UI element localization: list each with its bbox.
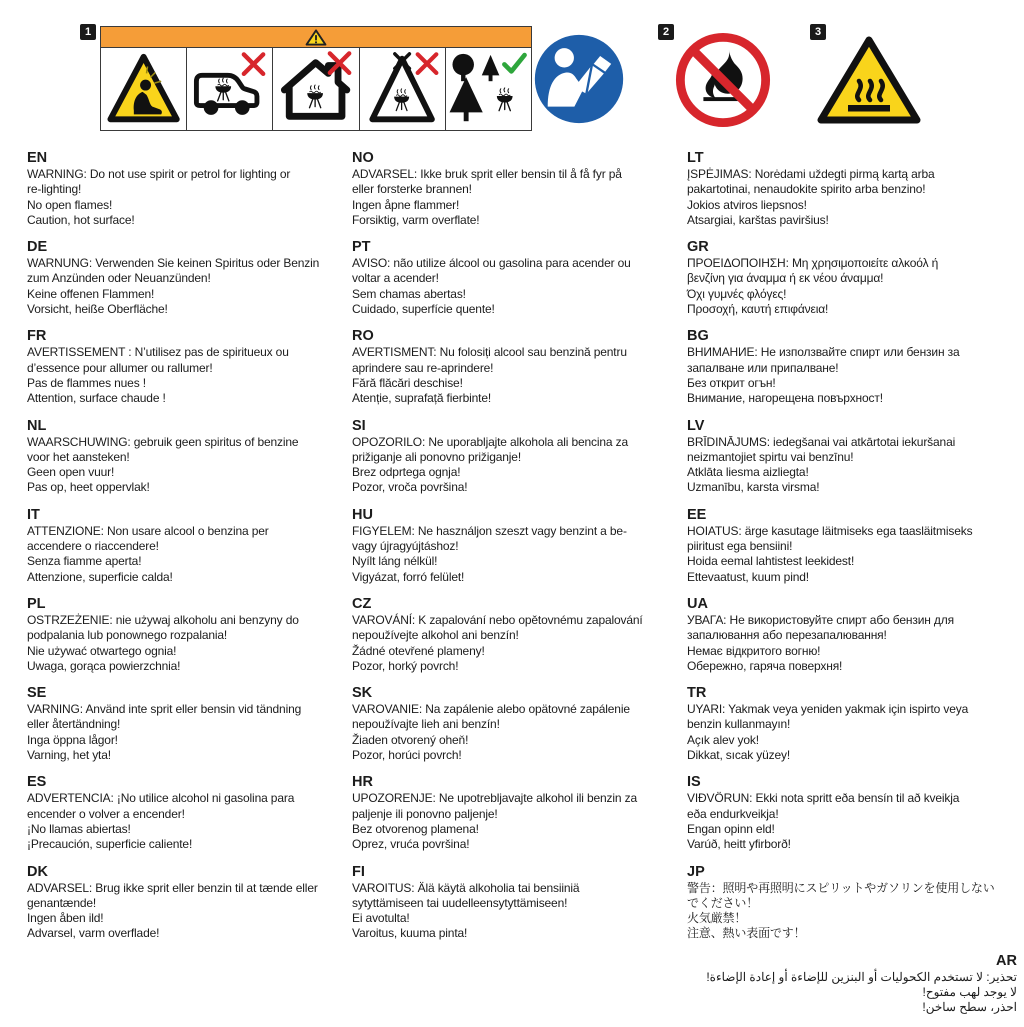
warning-text bbox=[352, 702, 682, 763]
language-code: EE bbox=[687, 506, 707, 523]
warning-line: запалювання або перезапалювання! bbox=[687, 628, 887, 643]
warning-text bbox=[352, 613, 682, 674]
warning-line: AVERTISMENT: Nu folosiți alcool sau benzină pentru bbox=[352, 345, 627, 360]
warning-text bbox=[27, 613, 352, 674]
warning-line: Fără flăcări deschise! bbox=[352, 375, 463, 390]
language-code: UA bbox=[687, 595, 708, 612]
warning-line: Advarsel, varm overflade! bbox=[27, 926, 160, 941]
language-code: SI bbox=[352, 417, 366, 434]
language-code: RO bbox=[352, 328, 374, 345]
warning-section-es bbox=[27, 774, 352, 852]
warning-section-lv bbox=[687, 418, 1017, 496]
warning-line: 警告：照明や再照明にスピリットやガソリンを使用しない bbox=[687, 880, 995, 895]
warning-section-de bbox=[27, 239, 352, 317]
warning-text bbox=[27, 345, 352, 406]
warning-line: Žádné otevřené plameny! bbox=[352, 643, 485, 658]
warning-line: WAARSCHUWING: gebruik geen spiritus of benzine bbox=[27, 434, 299, 449]
warning-line: Inga öppna lågor! bbox=[27, 732, 118, 747]
warning-section-gr bbox=[687, 239, 1017, 317]
warning-line: ĮSPĖJIMAS: Norėdami uždegti pirmą kartą arba bbox=[687, 167, 935, 181]
warning-text bbox=[352, 345, 682, 406]
warning-text bbox=[27, 881, 352, 942]
warning-line: piiritust ega bensiini! bbox=[687, 539, 793, 554]
warning-line: AVISO: não utilize álcool ou gasolina para acender ou bbox=[352, 256, 631, 271]
warning-line: HOIATUS: ärge kasutage läitmiseks ega taasläitmiseks bbox=[687, 523, 973, 538]
warning-line: Όχι γυμνές φλόγες! bbox=[687, 286, 787, 301]
warning-line: Pozor, horký povrch! bbox=[352, 658, 459, 673]
no-open-flames-icon bbox=[674, 31, 772, 129]
warning-line: BRĪDINĀJUMS: iedegšanai vai atkārtotai iekuršanai bbox=[687, 434, 956, 449]
warning-line: Varoitus, kuuma pinta! bbox=[352, 926, 468, 941]
warning-text bbox=[352, 167, 682, 228]
warning-line: Немає відкритого вогню! bbox=[687, 643, 821, 658]
warning-section-tr bbox=[687, 685, 1017, 763]
warning-line: Sem chamas abertas! bbox=[352, 286, 466, 301]
language-code: AR bbox=[996, 952, 1017, 969]
warning-text bbox=[687, 702, 1017, 763]
warning-line: eller forsterke brannen! bbox=[352, 182, 472, 197]
grill-inside-house-icon bbox=[273, 48, 358, 130]
warning-line: Varning, het yta! bbox=[27, 748, 111, 763]
orange-warning-banner bbox=[100, 26, 532, 47]
small-warning-triangle-icon bbox=[305, 29, 327, 46]
warning-line: УВАГА: Не використовуйте спирт або бензин для bbox=[687, 612, 954, 627]
warning-line: Forsiktig, varm overflate! bbox=[352, 212, 480, 227]
warning-line: ¡Precaución, superficie caliente! bbox=[27, 837, 193, 852]
warning-section-jp bbox=[687, 864, 1017, 942]
warning-line: Atklāta liesma aizliegta! bbox=[687, 465, 809, 480]
warning-text bbox=[352, 435, 682, 496]
warning-text bbox=[27, 791, 352, 852]
warning-line: pakartotinai, nenaudokite spirito arba benzino! bbox=[687, 182, 926, 197]
warning-line: AVERTISSEMENT : N’utilisez pas de spiritueux ou bbox=[27, 345, 289, 360]
warning-line: Pozor, vroča površina! bbox=[352, 480, 468, 495]
warning-line: OPOZORILO: Ne uporabljajte alkohola ali bencina za bbox=[352, 434, 628, 449]
warning-line: encender o volver a encender! bbox=[27, 806, 185, 821]
warning-line: запалване или припалване! bbox=[687, 360, 839, 375]
warning-text bbox=[27, 435, 352, 496]
language-code: DK bbox=[27, 863, 48, 880]
warning-line: zum Anzünden oder Neuanzünden! bbox=[27, 271, 211, 286]
warning-section-hr bbox=[352, 774, 682, 852]
warning-text bbox=[352, 524, 682, 585]
warning-line: VAROITUS: Älä käytä alkoholia tai bensiiniä bbox=[352, 880, 580, 895]
warning-text bbox=[352, 791, 682, 852]
warning-section-bg bbox=[687, 328, 1017, 406]
grill-outdoors-trees-icon bbox=[446, 48, 531, 130]
warning-line: Uzmanību, karsta virsma! bbox=[687, 480, 820, 495]
warning-line: OSTRZEŻENIE: nie używaj alkoholu ani benzyny do bbox=[27, 612, 299, 627]
warning-section-it bbox=[27, 507, 352, 585]
warning-line: sytyttämiseen tai uudelleensytyttämiseen! bbox=[352, 895, 568, 910]
language-code: SE bbox=[27, 685, 47, 702]
warning-line: ADVARSEL: Ikke bruk sprit eller bensin til å få fyr på bbox=[352, 167, 622, 181]
language-code: HR bbox=[352, 774, 373, 791]
warning-line: VAROVANIE: Na zapálenie alebo opätovné zapálenie bbox=[352, 702, 630, 717]
warning-section-nl bbox=[27, 418, 352, 496]
warning-line: nepoužívejte alkohol ani benzín! bbox=[352, 628, 519, 643]
warning-text bbox=[687, 524, 1017, 585]
warning-line: genantænde! bbox=[27, 895, 97, 910]
warning-line: ATTENZIONE: Non usare alcool o benzina per bbox=[27, 523, 269, 538]
warning-line: Ettevaatust, kuum pind! bbox=[687, 569, 809, 584]
warning-line: ВНИМАНИЕ: Не използвайте спирт или бензин за bbox=[687, 345, 960, 360]
warning-line: Keine offenen Flammen! bbox=[27, 286, 155, 301]
warning-line: eða endurkveikja! bbox=[687, 806, 779, 821]
warning-section-sk bbox=[352, 685, 682, 763]
warning-section-fr bbox=[27, 328, 352, 406]
panel-no-grill-indoors bbox=[272, 48, 358, 130]
warning-line: Caution, hot surface! bbox=[27, 212, 135, 227]
hot-surface-icon bbox=[816, 35, 922, 125]
warning-line: vagy újragyújtáshoz! bbox=[352, 539, 459, 554]
language-code: FI bbox=[352, 863, 365, 880]
warning-text bbox=[687, 613, 1017, 674]
warning-line: Atsargiai, karštas paviršius! bbox=[687, 212, 829, 227]
warning-line: 注意、熱い表面です！ bbox=[687, 926, 806, 941]
warning-section-pl bbox=[27, 596, 352, 674]
warning-line: No open flames! bbox=[27, 197, 113, 212]
warning-text bbox=[27, 702, 352, 763]
warning-line: Без открит огън! bbox=[687, 375, 776, 390]
language-code: LV bbox=[687, 417, 705, 434]
warning-line: voltar a acender! bbox=[352, 271, 439, 286]
warning-line: βενζίνη για άναμμα ή εκ νέου άναμμα! bbox=[687, 271, 884, 286]
warning-text bbox=[687, 256, 1017, 317]
warning-line: احذر، سطح ساخن! bbox=[922, 1000, 1017, 1015]
language-code: FR bbox=[27, 328, 47, 345]
pictogram-strip bbox=[100, 26, 532, 131]
language-code: IT bbox=[27, 506, 40, 523]
warning-line: Bez otvorenog plamena! bbox=[352, 821, 479, 836]
warning-line: paljenje ili ponovno paljenje! bbox=[352, 806, 498, 821]
warning-line: لا يوجد لهب مفتوح! bbox=[922, 984, 1017, 999]
warning-line: Senza fiamme aperta! bbox=[27, 554, 142, 569]
language-code: JP bbox=[687, 863, 705, 880]
language-code: DE bbox=[27, 239, 48, 256]
language-code: GR bbox=[687, 239, 709, 256]
warnings-column-1 bbox=[27, 150, 352, 953]
panel-no-grill-in-vehicle bbox=[186, 48, 272, 130]
read-manual-icon bbox=[533, 33, 625, 125]
language-code: PT bbox=[352, 239, 371, 256]
warning-section-ee bbox=[687, 507, 1017, 585]
warning-line: Geen open vuur! bbox=[27, 465, 115, 480]
warning-section-no bbox=[352, 150, 682, 228]
warning-line: Žiaden otvorený oheň! bbox=[352, 732, 469, 747]
language-code: NO bbox=[352, 150, 374, 166]
warning-line: でください！ bbox=[687, 895, 759, 910]
warning-section-is bbox=[687, 774, 1017, 852]
warning-line: Engan opinn eld! bbox=[687, 821, 775, 836]
grill-inside-tent-icon bbox=[360, 48, 445, 130]
warning-line: تحذير: لا تستخدم الكحوليات أو البنزين للإضاءة أو إعادة الإضاءة! bbox=[706, 969, 1017, 984]
warning-line: re-lighting! bbox=[27, 182, 82, 197]
warning-line: ¡No llamas abiertas! bbox=[27, 821, 131, 836]
warning-text bbox=[352, 881, 682, 942]
warning-text bbox=[687, 881, 1017, 942]
language-code: EN bbox=[27, 150, 48, 166]
warning-section-hu bbox=[352, 507, 682, 585]
language-code: TR bbox=[687, 685, 707, 702]
warning-line: eller återtändning! bbox=[27, 717, 121, 732]
warning-text bbox=[687, 970, 1017, 1016]
warning-kneeling-person-flash-icon bbox=[101, 48, 186, 130]
panel-warning-kneeling-person bbox=[101, 48, 186, 130]
warning-section-en bbox=[27, 150, 352, 228]
warning-line: Ingen åpne flammer! bbox=[352, 197, 460, 212]
warning-line: Vorsicht, heiße Oberfläche! bbox=[27, 302, 168, 317]
warning-line: benzin kullanmayın! bbox=[687, 717, 791, 732]
warning-line: WARNING: Do not use spirit or petrol for lighting or bbox=[27, 167, 291, 181]
warning-line: nepoužívajte lieh ani benzín! bbox=[352, 717, 500, 732]
grill-inside-vehicle-icon bbox=[187, 48, 272, 130]
warning-section-ua bbox=[687, 596, 1017, 674]
warning-section-se bbox=[27, 685, 352, 763]
language-code: LT bbox=[687, 150, 704, 166]
language-code: NL bbox=[27, 417, 47, 434]
warning-section-pt bbox=[352, 239, 682, 317]
warning-section-cz bbox=[352, 596, 682, 674]
warning-line: Pas op, heet oppervlak! bbox=[27, 480, 150, 495]
step-badge-3: 3 bbox=[810, 24, 826, 40]
warning-line: Dikkat, sıcak yüzey! bbox=[687, 748, 791, 763]
language-code: BG bbox=[687, 328, 709, 345]
warning-line: Nie używać otwartego ognia! bbox=[27, 643, 177, 658]
warning-text bbox=[27, 256, 352, 317]
language-code: ES bbox=[27, 774, 47, 791]
warnings-column-3 bbox=[687, 150, 1017, 1027]
warning-line: Oprez, vruća površina! bbox=[352, 837, 470, 852]
warning-line: Προσοχή, καυτή επιφάνεια! bbox=[687, 302, 829, 317]
warning-line: aprindere sau re-aprindere! bbox=[352, 360, 494, 375]
warning-line: Atenție, suprafață fierbinte! bbox=[352, 391, 492, 406]
step-badge-2: 2 bbox=[658, 24, 674, 40]
warning-section-lt bbox=[687, 150, 1017, 228]
step-badge-1: 1 bbox=[80, 24, 96, 40]
warning-text bbox=[687, 791, 1017, 852]
warning-line: VARNING: Använd inte sprit eller bensin vid tändning bbox=[27, 702, 302, 717]
warning-section-ro bbox=[352, 328, 682, 406]
warning-line: VAROVÁNÍ: K zapalování nebo opětovnému zapalování bbox=[352, 612, 643, 627]
warning-line: Jokios atviros liepsnos! bbox=[687, 197, 807, 212]
warning-line: Обережно, гаряча поверхня! bbox=[687, 658, 843, 673]
warning-line: Attention, surface chaude ! bbox=[27, 391, 166, 406]
warning-line: Vigyázat, forró felület! bbox=[352, 569, 465, 584]
warning-line: podpalania lub ponownego rozpalania! bbox=[27, 628, 228, 643]
warning-line: ΠΡΟΕΙΔΟΠΟΙΗΣΗ: Μη χρησιμοποιείτε αλκοόλ ή bbox=[687, 256, 939, 271]
warning-line: Внимание, нагорещена повърхност! bbox=[687, 391, 883, 406]
pictogram-panels bbox=[100, 47, 532, 131]
warning-line: prižiganje ali ponovno prižiganje! bbox=[352, 449, 522, 464]
warning-line: Attenzione, superficie calda! bbox=[27, 569, 173, 584]
warning-line: UPOZORENJE: Ne upotrebljavajte alkohol ili benzin za bbox=[352, 791, 637, 806]
warning-line: ADVARSEL: Brug ikke sprit eller benzin til at tænde eller bbox=[27, 880, 318, 895]
warning-section-fi bbox=[352, 864, 682, 942]
warning-line: Nyílt láng nélkül! bbox=[352, 554, 438, 569]
panel-no-grill-in-tent bbox=[359, 48, 445, 130]
warning-line: Brez odprtega ognja! bbox=[352, 465, 461, 480]
language-code: PL bbox=[27, 595, 46, 612]
warning-line: 火気厳禁！ bbox=[687, 911, 747, 926]
warning-line: Varúð, heitt yfirborð! bbox=[687, 837, 791, 852]
warning-line: d’essence pour allumer ou rallumer! bbox=[27, 360, 213, 375]
warnings-column-2 bbox=[352, 150, 682, 953]
warning-line: ADVERTENCIA: ¡No utilice alcohol ni gasolina para bbox=[27, 791, 295, 806]
warning-text bbox=[27, 524, 352, 585]
warning-line: FIGYELEM: Ne használjon szeszt vagy benzint a be- bbox=[352, 523, 627, 538]
warning-text bbox=[687, 345, 1017, 406]
language-code: HU bbox=[352, 506, 373, 523]
warning-line: Cuidado, superfície quente! bbox=[352, 302, 495, 317]
warning-line: Pas de flammes nues ! bbox=[27, 375, 146, 390]
warning-line: voor het aansteken! bbox=[27, 449, 130, 464]
warning-line: neizmantojiet spirtu vai benzīnu! bbox=[687, 449, 854, 464]
language-code: CZ bbox=[352, 595, 372, 612]
warning-section-dk bbox=[27, 864, 352, 942]
panel-grill-outdoors-allowed bbox=[445, 48, 531, 130]
warning-text bbox=[687, 435, 1017, 496]
language-code: SK bbox=[352, 685, 373, 702]
warning-line: WARNUNG: Verwenden Sie keinen Spiritus oder Benzin bbox=[27, 256, 320, 271]
warning-line: VIÐVÖRUN: Ekki nota spritt eða bensín til að kveikja bbox=[687, 791, 960, 806]
warning-line: UYARI: Yakmak veya yeniden yakmak için ispirto veya bbox=[687, 702, 969, 717]
warning-line: Hoida eemal lahtistest leekidest! bbox=[687, 554, 855, 569]
warning-text bbox=[687, 167, 1017, 228]
warning-text bbox=[27, 167, 352, 228]
warning-line: Pozor, horúci povrch! bbox=[352, 748, 462, 763]
warning-line: accendere o riaccendere! bbox=[27, 539, 159, 554]
warning-line: Ei avotulta! bbox=[352, 911, 410, 926]
warning-line: Ingen åben ild! bbox=[27, 911, 104, 926]
warning-text bbox=[352, 256, 682, 317]
warning-section-ar bbox=[687, 953, 1017, 1016]
warning-line: Açık alev yok! bbox=[687, 732, 759, 747]
language-code: IS bbox=[687, 774, 701, 791]
warning-section-si bbox=[352, 418, 682, 496]
warning-line: Uwaga, gorąca powierzchnia! bbox=[27, 658, 181, 673]
